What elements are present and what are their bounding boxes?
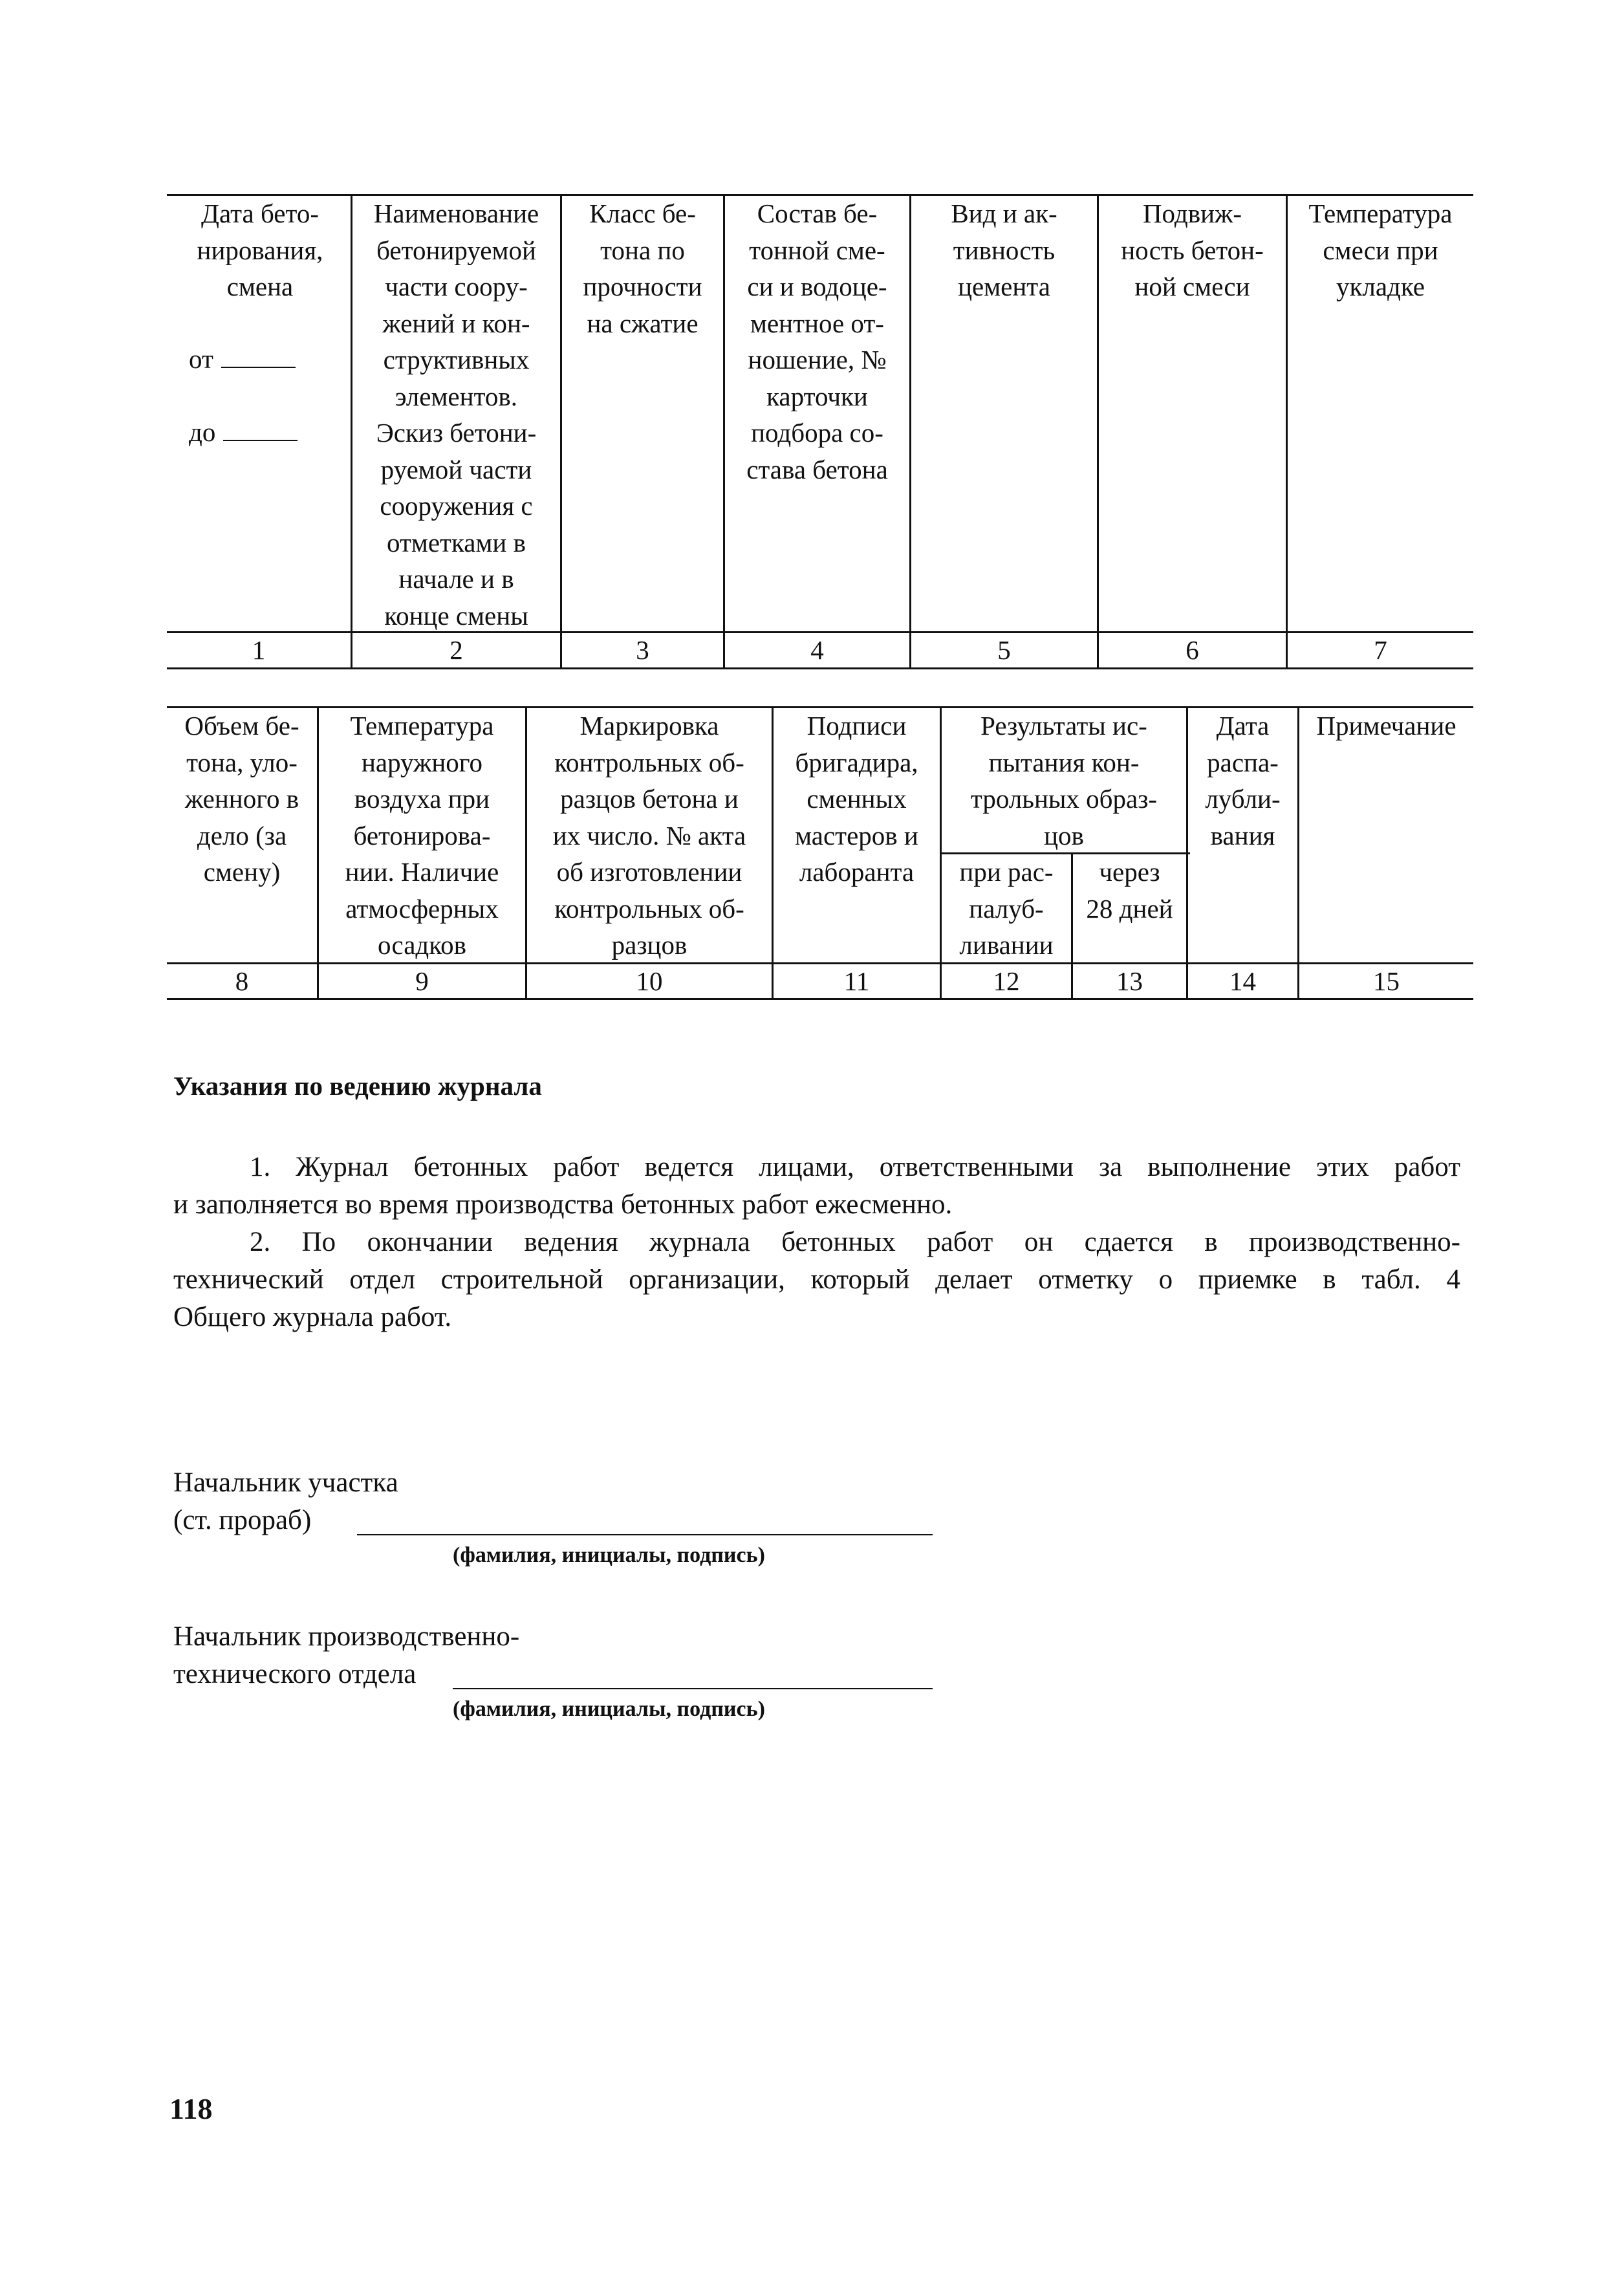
date-to-label: до (189, 417, 216, 447)
signature-title-sub: технического отдела (173, 1659, 417, 1689)
table2-subheader-28-days: через 28 дней (1086, 857, 1173, 924)
table1-bottom-rule (167, 667, 1473, 669)
table2-col-number: 11 (843, 966, 870, 996)
table2-col-divider (1297, 706, 1299, 999)
date-from-label: от (189, 343, 213, 374)
table1-header-date: Дата бето- нирования, смена (197, 199, 323, 301)
table1-col-number: 3 (636, 635, 649, 665)
table1-header-cement: Вид и ак- тивность цемента (951, 199, 1057, 301)
signature-line (453, 1688, 933, 1689)
table2-header-note: Примечание (1316, 711, 1456, 741)
table2-col-number: 10 (636, 966, 663, 996)
table2-col-number: 9 (415, 966, 429, 996)
signature-caption: (фамилия, инициалы, подпись) (453, 1543, 765, 1567)
signature-title: Начальник производственно- (173, 1621, 520, 1652)
table1-col-number: 4 (810, 635, 824, 665)
table1-col-number: 7 (1374, 635, 1387, 665)
table2-header-sample-marking: Маркировка контрольных об- разцов бетона и их число. № акта об изготовлении контрольных об- разцов (552, 711, 746, 960)
table1-header-mix-composition: Состав бе- тонной сме- си и водоце- ментное от- ношение, № карточки подбора со- става бетона (746, 199, 888, 484)
table1-header-temperature: Температура смеси при укладке (1308, 199, 1453, 301)
signature-line (357, 1534, 933, 1535)
table2-col-number: 12 (993, 966, 1020, 996)
table2-header-test-results: Результаты ис- пытания кон- трольных образ- цов (970, 711, 1158, 850)
table1-header-structure: Наименование бетонируемой части соору- жений и кон- структивных элементов. Эскиз бетони- руемой части сооружения с отметками в начале и в конце смены (373, 199, 539, 631)
table1-col-number: 6 (1186, 635, 1199, 665)
paragraph-line: 2. По окончании ведения журнала бетонных работ он сдается в производственно- (250, 1227, 1460, 1257)
table2-header-volume: Объем бе- тона, уло- женного в дело (за смену) (184, 711, 299, 887)
table2-col-number: 8 (235, 966, 249, 996)
table1-header-concrete-class: Класс бе- тона по прочности на сжатие (583, 199, 702, 338)
paragraph-line: Общего журнала работ. (173, 1302, 452, 1332)
date-to-blank (223, 418, 298, 441)
paragraph-line: технический отдел строительной организации, который делает отметку о приемке в табл. 4 (173, 1264, 1460, 1295)
instructions-paragraph-1 (173, 1149, 1460, 1224)
table2-header-signatures: Подписи бригадира, сменных мастеров и лаборанта (795, 711, 918, 887)
paragraph-line: и заполняется во время производства бетонных работ ежесменно. (173, 1189, 953, 1220)
table2-subheader-stripping: при рас- палуб- ливании (959, 857, 1054, 960)
instructions-heading: Указания по ведению журнала (173, 1071, 542, 1101)
table2-col-number: 15 (1373, 966, 1400, 996)
table2-header-air-temp: Температура наружного воздуха при бетонирова- нии. Наличие атмосферных осадков (345, 711, 499, 960)
table2-header-stripping-date: Дата распа- лубли- вания (1205, 711, 1281, 850)
table1-col-number: 1 (252, 635, 266, 665)
page-number: 118 (169, 2092, 213, 2125)
signature-title-sub: (ст. прораб) (173, 1505, 312, 1535)
table1-header-mobility: Подвиж- ность бетон- ной смеси (1121, 199, 1264, 301)
table1-date-range (169, 304, 351, 487)
table2-col-number: 14 (1229, 966, 1256, 996)
date-from-blank (221, 345, 296, 368)
instructions-paragraph-2 (173, 1224, 1460, 1336)
table2-col-number: 13 (1116, 966, 1143, 996)
signature-caption: (фамилия, инициалы, подпись) (453, 1697, 765, 1721)
table1-col-number: 5 (997, 635, 1011, 665)
paragraph-line: 1. Журнал бетонных работ ведется лицами, ответственными за выполнение этих работ (250, 1152, 1460, 1182)
signature-title: Начальник участка (173, 1467, 398, 1498)
table2-bottom-rule (167, 998, 1473, 1000)
table1-col-number: 2 (449, 635, 463, 665)
